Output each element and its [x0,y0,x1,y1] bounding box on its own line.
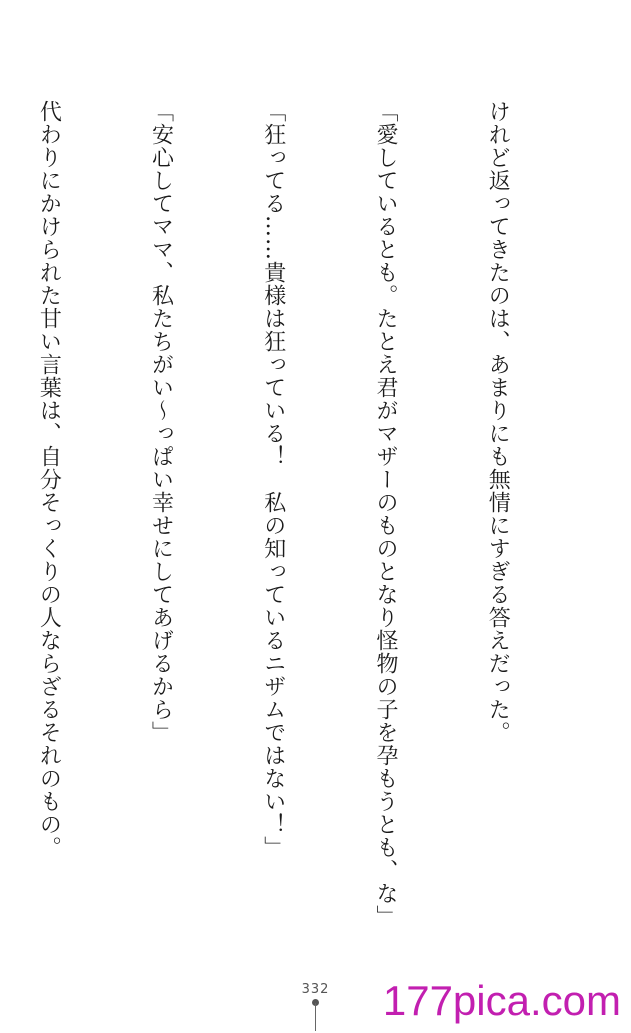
vertical-text-body [31,100,591,960]
page-marker-rule [315,1003,316,1031]
text-line: 「愛しているとも。たとえ君がマザーのものとなり怪物の子を孕もうとも、な」 [372,100,398,928]
text-line: 「狂ってる……貴様は狂っている！ 私の知っているニザムではない！」 [260,100,286,859]
text-line: 代わりにかけられた甘い言葉は、自分そっくりの人ならざるそれのもの。 [36,100,62,859]
text-line: 「安心してママ、私たちがい～っぱい幸せにしてあげるから」 [148,100,174,744]
text-line: けれど返ってきたのは、あまりにも無情にすぎる答えだった。 [485,100,511,744]
watermark: 177pica.com [382,977,621,1024]
page-number: 332 [301,982,330,997]
